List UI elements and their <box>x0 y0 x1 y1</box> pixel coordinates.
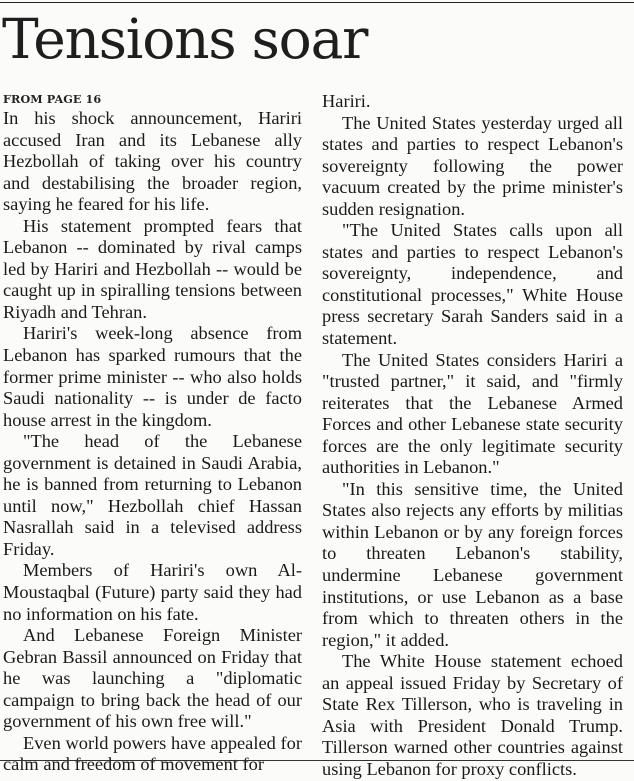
paragraph: "The head of the Lebanese government is detained in Saudi Arabia, he is banned from returning to Lebanon until now," Hezbollah chief Hassan Nasrallah said in a televised address Friday. <box>3 431 302 559</box>
paragraph: The United States yesterday urged all states and parties to respect Lebanon's sovereignty following the power vacuum created by the prime minister's sudden resignation. <box>322 112 623 219</box>
paragraph: Even world powers have appealed for calm and freedom of movement for <box>3 732 302 775</box>
article-column-right <box>322 91 623 781</box>
paragraph: The White House statement echoed an appeal issued Friday by Secretary of State Rex Tillerson, who is traveling in Asia with President Donald Trump. Tillerson warned other countries against using Lebanon for proxy conflicts. <box>322 651 623 779</box>
bottom-rule <box>0 760 634 761</box>
paragraph: "The United States calls upon all states and parties to respect Lebanon's sovereignty, independence, and constitutional processes," White House press secretary Sarah Sanders said in a statement. <box>322 220 623 349</box>
paragraph-continued: Hariri. <box>322 91 371 111</box>
headline: Tensions soar <box>2 7 368 71</box>
paragraph: Hariri's week-long absence from Lebanon has sparked rumours that the former prime minister -- who also holds Saudi nationality -- is under de facto house arrest in the kingdom. <box>3 323 302 430</box>
article-column-left <box>3 91 302 776</box>
jump-line: FROM PAGE 16 <box>3 92 102 106</box>
paragraph: Members of Hariri's own Al-Moustaqbal (Future) party said they had no information on his fate. <box>3 560 302 624</box>
paragraph: And Lebanese Foreign Minister Gebran Bassil announced on Friday that he was launching a "diplomatic campaign to bring back the head of our government of his own free will." <box>3 625 302 732</box>
paragraph: In his shock announcement, Hariri accused Iran and its Lebanese ally Hezbollah of taking over his country and destabilising the broader region, saying he feared for his life. <box>3 108 302 215</box>
paragraph: His statement prompted fears that Lebanon -- dominated by rival camps led by Hariri and Hezbollah -- would be caught up in spiralling tensions between Riyadh and Tehran. <box>3 215 302 322</box>
paragraph: "In this sensitive time, the United States also rejects any efforts by militias within Lebanon or by any foreign forces to threaten Lebanon's stability, undermine Lebanese government institutions, or use Lebanon as a base from which to threaten others in the region," it added. <box>322 478 623 650</box>
top-rule <box>0 2 634 3</box>
paragraph: The United States considers Hariri a "trusted partner," it said, and "firmly reiterates that the Lebanese Armed Forces and other Lebanese state security forces are the only legitimate security authorities in Lebanon." <box>322 349 623 478</box>
